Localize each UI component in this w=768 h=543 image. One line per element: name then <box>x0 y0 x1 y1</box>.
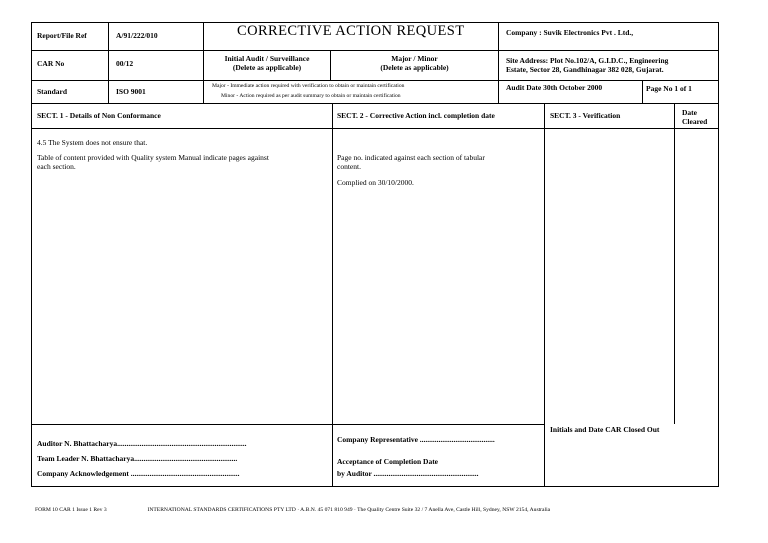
section-1-heading: SECT. 1 - Details of Non Conformance <box>37 111 161 120</box>
section-2-heading: SECT. 2 - Corrective Action incl. completion date <box>337 111 495 120</box>
major-note: Major - Immediate action required with verification to obtain or maintain certification <box>212 83 405 89</box>
minor-note: Minor - Action required as per audit summary to obtain or maintain certification <box>221 93 401 99</box>
row-divider <box>32 424 544 425</box>
severity-line1: Major / Minor <box>391 54 438 63</box>
company-info: INTERNATIONAL STANDARDS CERTIFICATIONS PTY LTD · A.B.N. 45 071 810 949 · The Quality Centre Suite 32 / 7 Anella Ave, Castle Hill, Sydney, NSW 2154, Australia <box>147 507 551 513</box>
page-number: Page No 1 of 1 <box>646 84 692 93</box>
nc-detail-line1: 4.5 The System does not ensure that. <box>37 138 148 147</box>
site-address-line2: Estate, Sector 28, Gandhinagar 382 028, Gujarat. <box>506 65 664 74</box>
row-divider <box>32 80 718 81</box>
col-divider <box>332 103 333 487</box>
standard-label: Standard <box>37 87 68 96</box>
company-name: Company : Suvik Electronics Pvt . Ltd., <box>506 28 634 37</box>
date-cleared-line1: Date <box>682 108 697 117</box>
col-divider <box>674 103 675 424</box>
company-acknowledgement: Company Acknowledgement .......................................................... <box>37 469 240 478</box>
company-representative: Company Representative ........................................ <box>337 435 495 444</box>
acceptance-completion-date: Acceptance of Completion Date <box>337 457 439 466</box>
audit-date: Audit Date 30th October 2000 <box>506 83 603 92</box>
ca-detail-line2: content. <box>337 162 361 171</box>
form-reference: FORM 10 CAR 1 Issue 1 Rev 3 <box>35 507 107 513</box>
car-form <box>31 22 719 487</box>
row-divider <box>32 128 718 129</box>
nc-detail-line2: Table of content provided with Quality system Manual indicate pages against <box>37 153 269 162</box>
auditor-signature: Auditor N. Bhattacharya..................................................................... <box>37 439 247 448</box>
severity-line2: (Delete as applicable) <box>380 63 449 72</box>
col-divider <box>642 80 643 103</box>
standard-value: ISO 9001 <box>116 87 146 96</box>
form-title: CORRECTIVE ACTION REQUEST <box>237 23 465 39</box>
row-divider <box>32 50 718 51</box>
acceptance-by-auditor: by Auditor ........................................................ <box>337 469 479 478</box>
report-ref-label: Report/File Ref <box>37 31 87 40</box>
initials-car-closed: Initials and Date CAR Closed Out <box>550 425 660 434</box>
row-divider <box>32 103 718 104</box>
section-3-heading: SECT. 3 - Verification <box>550 111 621 120</box>
ca-detail-line1: Page no. indicated against each section of tabular <box>337 153 485 162</box>
team-leader-signature: Team Leader N. Bhattacharya....................................................... <box>37 454 238 463</box>
col-divider <box>498 23 499 103</box>
audit-type-line1: Initial Audit / Surveillance <box>224 54 310 63</box>
date-cleared-line2: Cleared <box>682 117 708 126</box>
ca-detail-line3: Complied on 30/10/2000. <box>337 178 414 187</box>
car-no-label: CAR No <box>37 59 65 68</box>
audit-type-line2: (Delete as applicable) <box>232 63 302 72</box>
report-ref-value: A/91/222/010 <box>116 31 158 40</box>
col-divider <box>544 103 545 487</box>
footer <box>35 507 550 513</box>
car-no-value: 00/12 <box>116 59 134 68</box>
site-address-line1: Site Address: Plot No.102/A, G.I.D.C., Engineering <box>506 56 669 65</box>
nc-detail-line3: each section. <box>37 162 76 171</box>
col-divider <box>108 23 109 103</box>
